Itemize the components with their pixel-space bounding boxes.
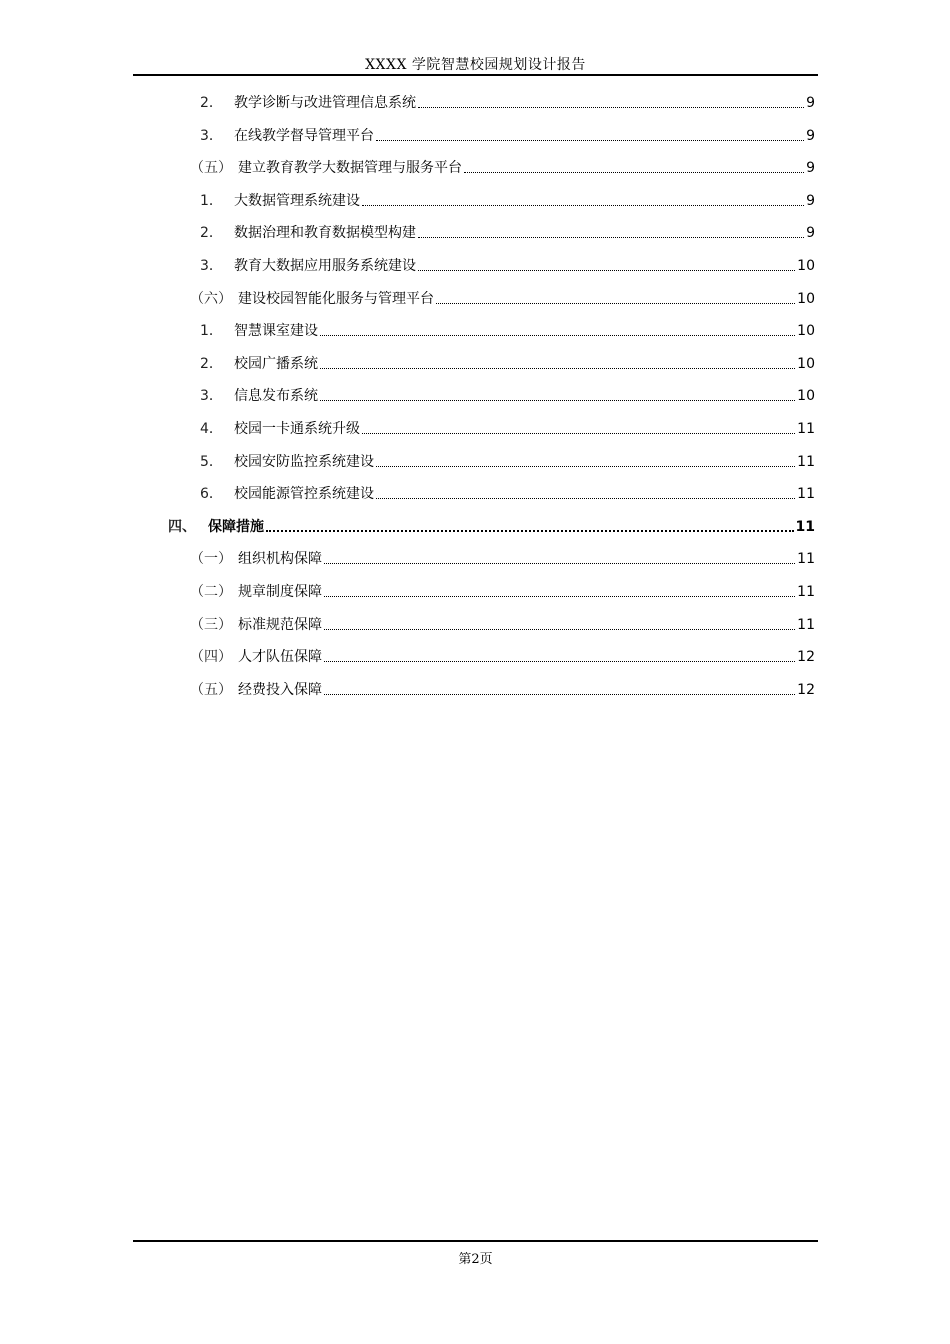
toc-entry-number: 2． <box>200 95 223 111</box>
toc-dot-leader <box>362 432 795 434</box>
toc-entry-number: 5． <box>200 453 223 470</box>
toc-entry-page: 9 <box>806 225 815 242</box>
toc-entry[interactable] <box>200 447 815 471</box>
toc-entry[interactable] <box>200 479 815 503</box>
toc-entry-number: 4． <box>200 421 223 437</box>
toc-entry-title: 智慧课室建设 <box>234 323 318 340</box>
toc-dot-leader <box>362 204 804 206</box>
toc-entry-title: 标准规范保障 <box>238 616 322 633</box>
toc-entry-title: 在线教学督导管理平台 <box>234 127 374 144</box>
toc-entry-number: （一） <box>190 551 232 568</box>
toc-entry[interactable] <box>200 251 815 275</box>
toc-dot-leader <box>418 269 795 271</box>
toc-entry-number: （五） <box>190 160 232 177</box>
toc-entry-page: 9 <box>806 160 815 177</box>
toc-entry[interactable] <box>190 577 815 601</box>
toc-dot-leader <box>320 399 795 401</box>
toc-entry-title: 规章制度保障 <box>238 584 322 600</box>
toc-entry-page: 12 <box>797 649 815 666</box>
toc-entry-title: 校园广播系统 <box>234 355 318 372</box>
toc-entry-number: 3． <box>200 258 223 274</box>
toc-entry-number: 3． <box>200 127 223 144</box>
toc-entry-title: 信息发布系统 <box>234 388 318 405</box>
toc-entry-page: 11 <box>795 518 815 535</box>
toc-entry-page: 11 <box>797 551 815 568</box>
toc-dot-leader <box>324 628 795 630</box>
toc-entry[interactable] <box>200 381 815 405</box>
toc-entry-page: 10 <box>797 258 815 274</box>
toc-dot-leader <box>324 562 795 564</box>
toc-entry[interactable] <box>200 218 815 242</box>
toc-entry[interactable] <box>190 544 815 568</box>
toc-entry-title: 校园安防监控系统建设 <box>234 453 374 470</box>
toc-entry[interactable] <box>190 153 815 177</box>
toc-dot-leader <box>436 302 795 304</box>
toc-entry-title: 校园能源管控系统建设 <box>234 486 374 503</box>
toc-entry[interactable] <box>168 512 815 536</box>
toc-entry-title: 数据治理和教育数据模型构建 <box>234 225 416 242</box>
toc-entry[interactable] <box>200 414 815 438</box>
toc-dot-leader <box>320 334 795 336</box>
toc-entry-number: 2． <box>200 355 223 372</box>
toc-entry-page: 11 <box>797 584 815 600</box>
toc-entry-page: 10 <box>797 323 815 340</box>
toc-dot-leader <box>266 529 794 532</box>
toc-entry[interactable] <box>190 642 815 666</box>
toc-entry-page: 10 <box>797 388 815 405</box>
toc-dot-leader <box>376 139 804 141</box>
toc-entry-number: （六） <box>190 290 232 307</box>
toc-entry-title: 人才队伍保障 <box>238 649 322 666</box>
toc-entry[interactable] <box>200 349 815 373</box>
toc-entry-number: 1． <box>200 323 223 340</box>
toc-entry[interactable] <box>200 88 815 112</box>
toc-dot-leader <box>324 693 795 695</box>
toc-entry-page: 11 <box>797 616 815 633</box>
toc-entry-title: 保障措施 <box>208 518 264 535</box>
footer-rule <box>133 1240 818 1242</box>
toc-entry[interactable] <box>190 610 815 634</box>
toc-entry-page: 11 <box>797 486 815 503</box>
toc-entry-number: （五） <box>190 681 232 698</box>
toc-entry-page: 10 <box>797 290 815 307</box>
header-rule <box>133 74 818 76</box>
toc-entry-title: 大数据管理系统建设 <box>234 192 360 209</box>
toc-entry-number: 1． <box>200 192 223 209</box>
toc-entry-number: （四） <box>190 649 232 666</box>
toc-entry-number: 2． <box>200 225 223 242</box>
toc-dot-leader <box>324 660 795 662</box>
toc-dot-leader <box>320 367 795 369</box>
toc-entry-number: （二） <box>190 584 232 600</box>
toc-entry-title: 教育大数据应用服务系统建设 <box>234 258 416 274</box>
toc-entry[interactable] <box>190 284 815 308</box>
toc-dot-leader <box>376 497 795 499</box>
toc-entry-page: 9 <box>806 95 815 111</box>
toc-entry-title: 经费投入保障 <box>238 681 322 698</box>
toc-entry[interactable] <box>200 186 815 210</box>
toc-entry-number: 四、 <box>168 518 196 535</box>
toc-dot-leader <box>418 236 804 238</box>
toc-entry-title: 教学诊断与改进管理信息系统 <box>234 95 416 111</box>
page-number: 第2页 <box>458 1252 493 1267</box>
toc-entry-number: 6． <box>200 486 223 503</box>
toc-entry-page: 12 <box>797 681 815 698</box>
running-header: XXXX 学院智慧校园规划设计报告 <box>365 57 586 73</box>
toc-entry-number: （三） <box>190 616 232 633</box>
toc-entry-page: 9 <box>806 192 815 209</box>
toc-entry-page: 11 <box>797 453 815 470</box>
toc-entry-number: 3． <box>200 388 223 405</box>
toc-entry-page: 11 <box>797 421 815 437</box>
toc-dot-leader <box>418 106 804 108</box>
toc-dot-leader <box>324 595 795 597</box>
toc-entry-title: 建立教育教学大数据管理与服务平台 <box>238 160 462 177</box>
toc-entry[interactable] <box>190 675 815 699</box>
toc-entry-page: 10 <box>797 355 815 372</box>
toc-entry[interactable] <box>200 316 815 340</box>
toc-entry-page: 9 <box>806 127 815 144</box>
toc-dot-leader <box>464 171 804 173</box>
toc-entry[interactable] <box>200 121 815 145</box>
toc-dot-leader <box>376 465 795 467</box>
toc-entry-title: 建设校园智能化服务与管理平台 <box>238 290 434 307</box>
toc-entry-title: 校园一卡通系统升级 <box>234 421 360 437</box>
toc-entry-title: 组织机构保障 <box>238 551 322 568</box>
